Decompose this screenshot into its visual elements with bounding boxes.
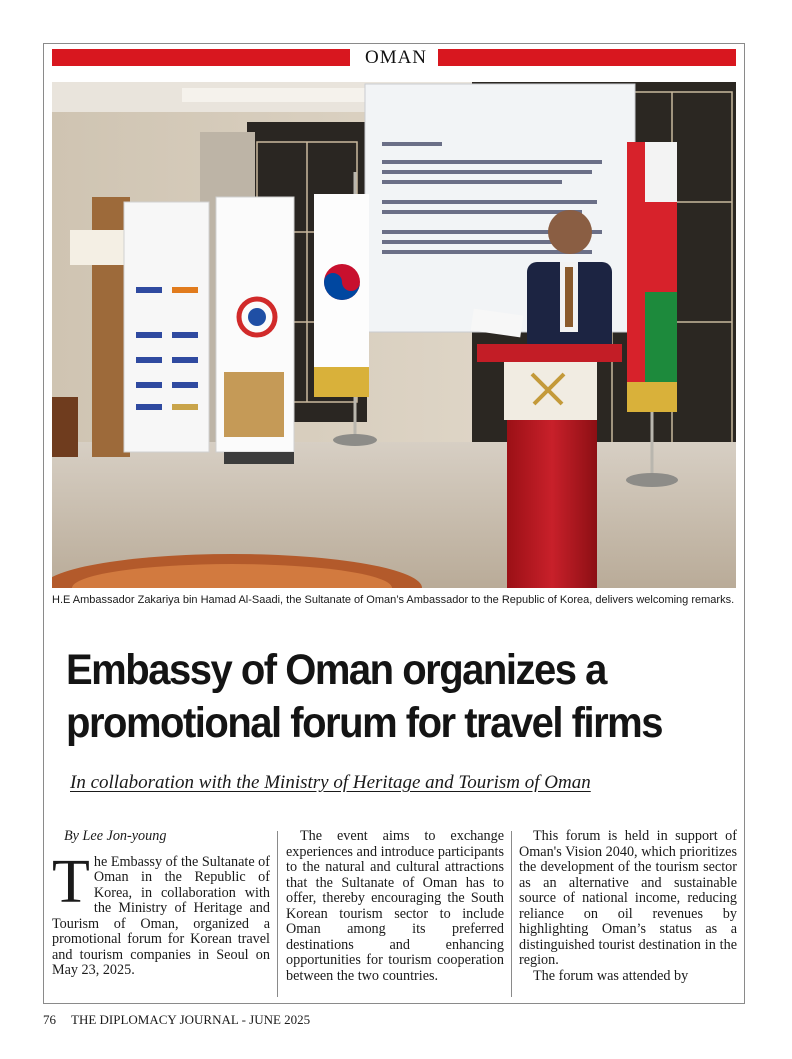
lead-paragraph — [52, 847, 270, 979]
photo-caption: H.E Ambassador Zakariya bin Hamad Al-Saadi, the Sultanate of Oman’s Ambassador to the Republic of Korea, delivers welcoming remarks. — [52, 594, 735, 606]
article-column-3 — [519, 829, 737, 999]
headline: Embassy of Oman organizes a promotional forum for travel firms — [66, 646, 662, 747]
publication-name: THE DIPLOMACY JOURNAL - JUNE 2025 — [71, 1012, 311, 1027]
article-column-2 — [286, 829, 504, 999]
column-rule-1 — [277, 831, 278, 997]
column-rule-2 — [511, 831, 512, 997]
paragraph-4: The forum was attended by — [533, 967, 689, 984]
section-bar-left — [52, 49, 350, 66]
byline: By Lee Jon-young — [64, 829, 167, 844]
photo — [52, 82, 736, 588]
paragraph-3: This forum is held in support of Oman's Vision 2040, which prioritizes the development of the tourism sector as an alternative and sustainable source of national income, reducing reliance on oil revenues by highlighting Oman’s status as a distinguished tourist destination in the region. — [519, 829, 737, 968]
article-column-1 — [52, 829, 270, 999]
subheadline: In collaboration with the Ministry of Heritage and Tourism of Oman — [70, 772, 591, 793]
photo-image-icon — [52, 82, 736, 588]
paragraph-2: The event aims to exchange experiences and introduce participants to the natural and cultural attractions that the Sultanate of Oman has to offer, thereby encouraging the South Korean tourism sector to include Oman among its preferred destinations and enhancing opportunities for tourism cooperation between the two countries. — [286, 829, 504, 984]
drop-cap: T — [52, 847, 90, 916]
section-label: OMAN — [364, 47, 428, 68]
section-bar-right — [438, 49, 736, 66]
page-footer — [43, 1012, 643, 1028]
lead-text: he Embassy of the Sultanate of Oman in the Republic of Korea, in collaboration with the Ministry of Heritage and Tourism of Oman, organized a promotional forum for Korean travel and tourism companies in Seoul on May 23, 2025. — [52, 853, 270, 978]
page-number: 76 — [43, 1012, 56, 1027]
